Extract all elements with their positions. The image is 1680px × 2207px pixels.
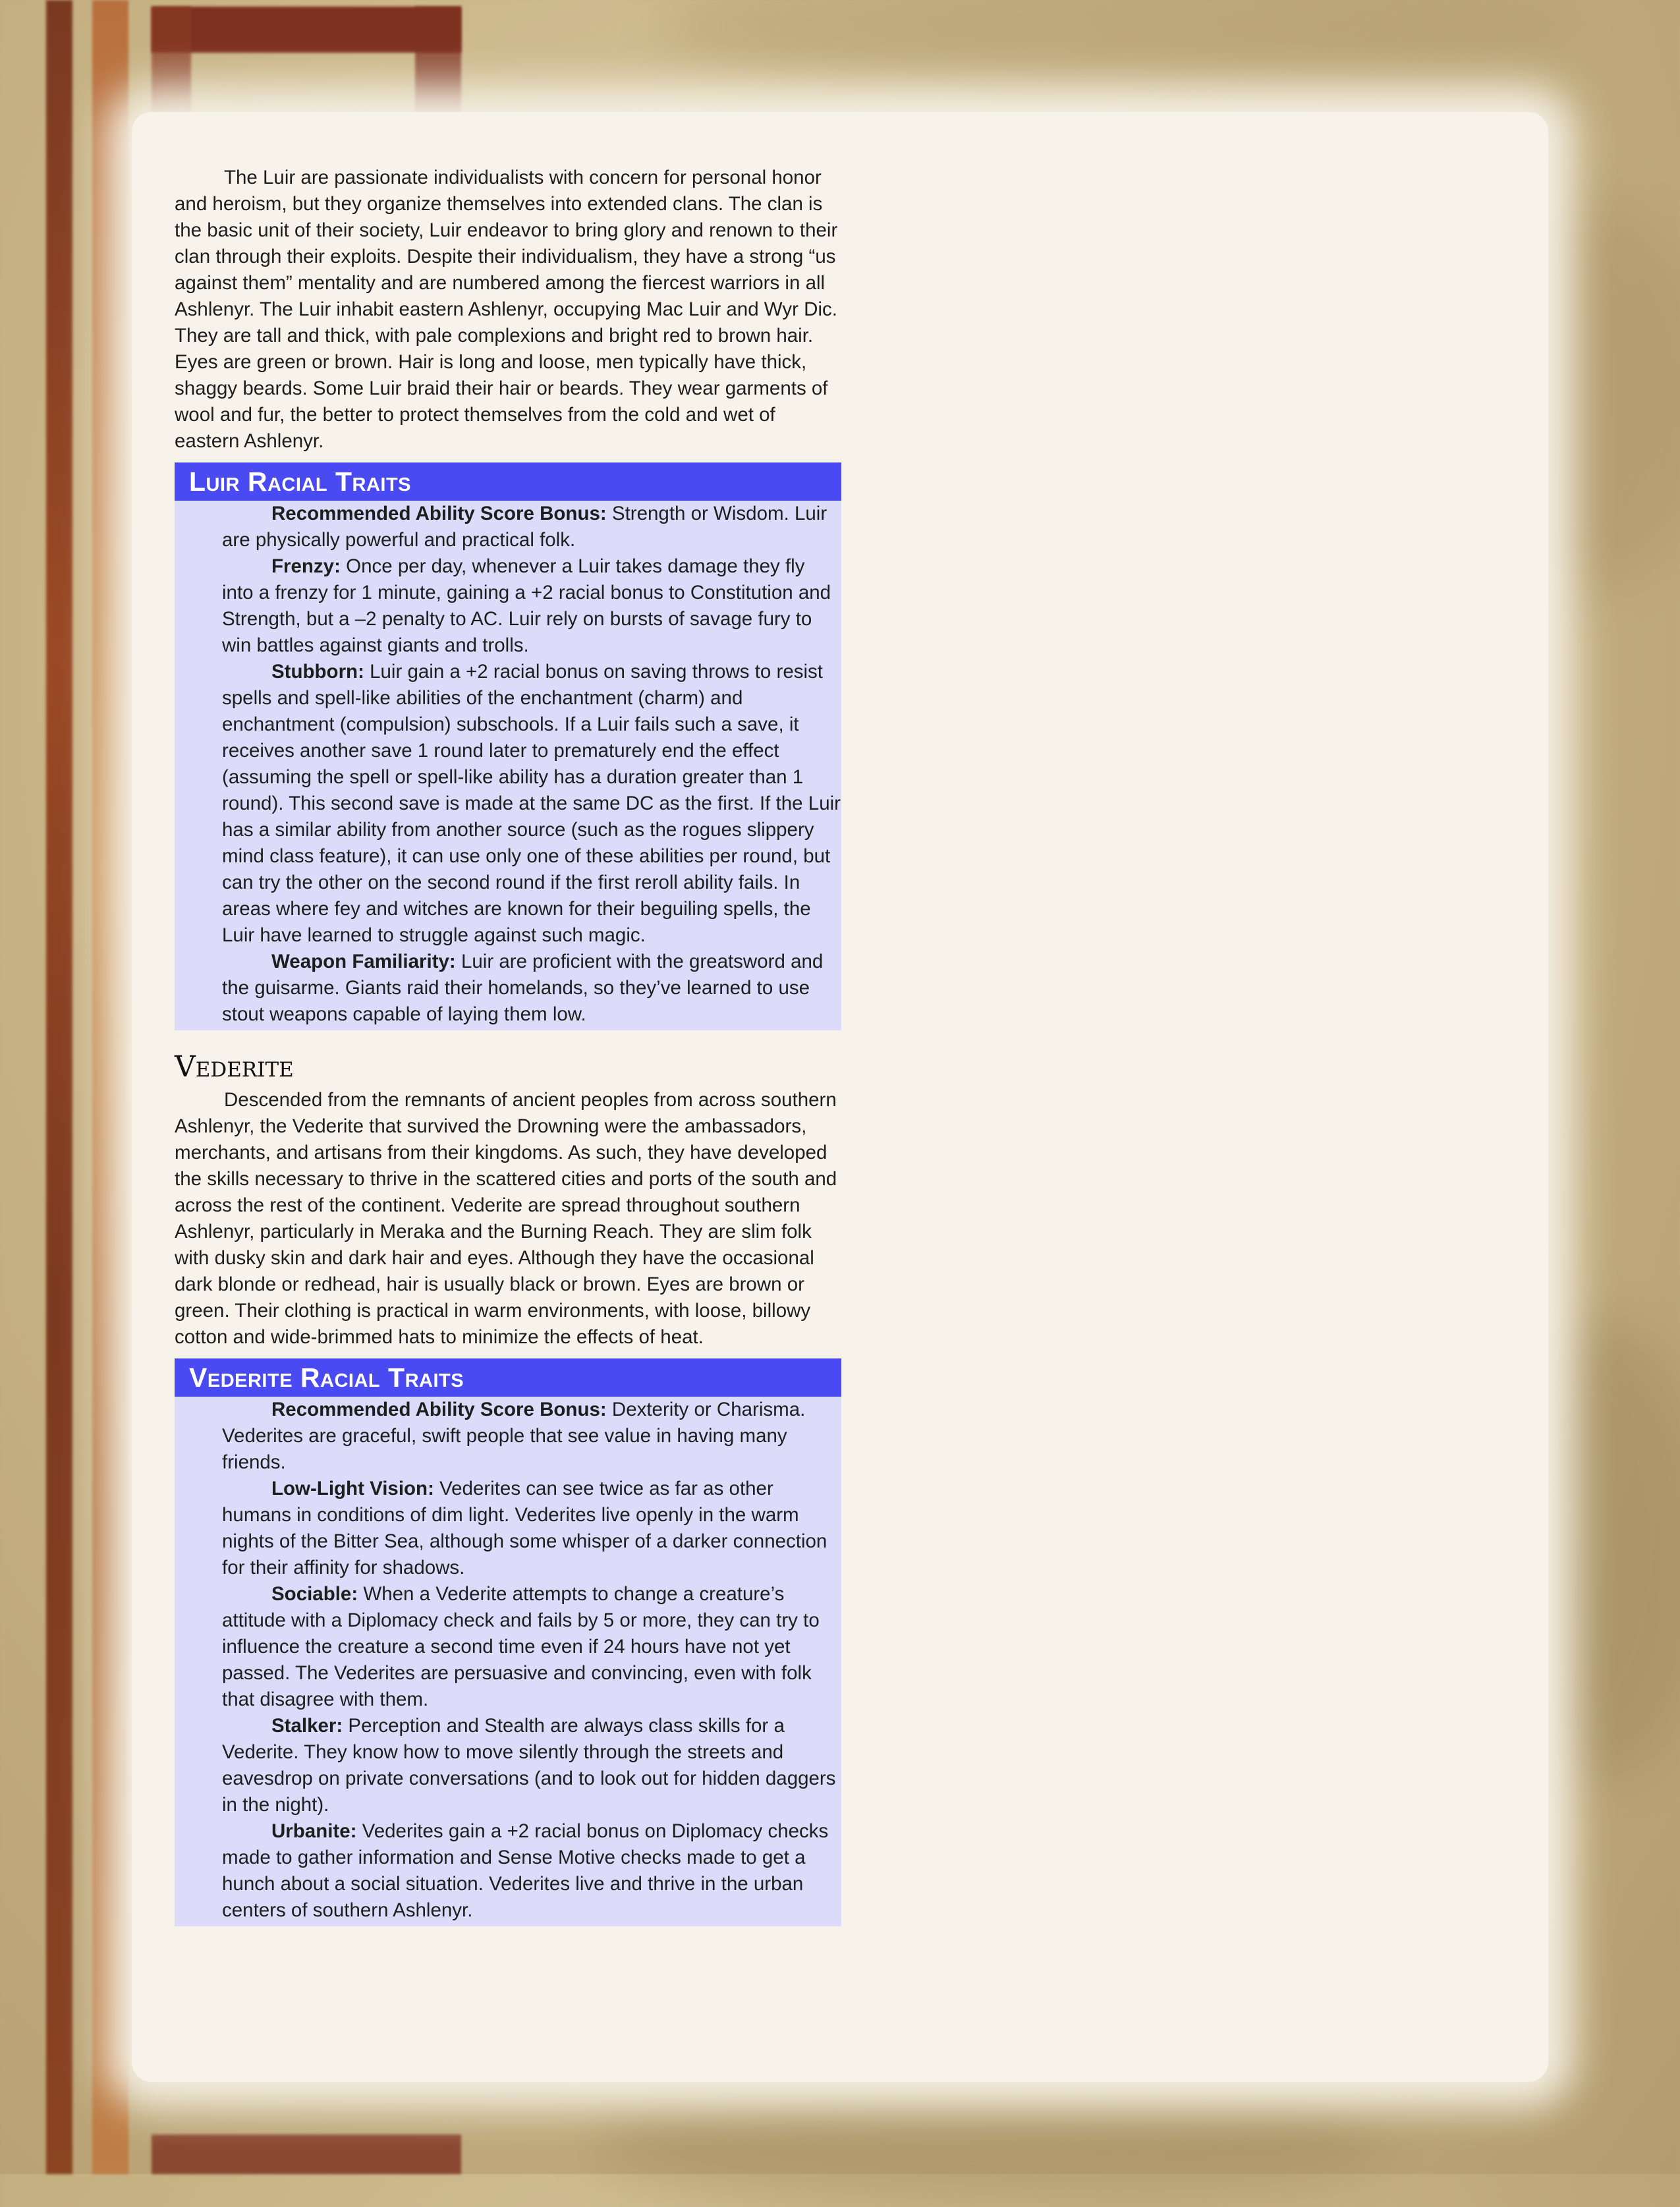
trait-name: Recommended Ability Score Bonus: bbox=[271, 1399, 607, 1420]
luir-intro-paragraph: The Luir are passionate individualists with concern for personal honor and heroism, but they organize themselves into extended clans. The clan is the basic unit of their society, Luir endeavor to bring glory and renown to their clan through their exploits. Despite their individualism, they have a strong “us against them” mentality and are numbered among the fiercest warriors in all Ashlenyr. The Luir inhabit eastern Ashlenyr, occupying Mac Luir and Wyr Dic. They are tall and thick, with pale complexions and bright red to brown hair. Eyes are green or brown. Hair is long and loose, men typically have thick, shaggy beards. Some Luir braid their hair or beards. They wear garments of wool and fur, the better to protect themselves from the cold and wet of eastern Ashlenyr. bbox=[175, 167, 838, 452]
luir-traits-box bbox=[175, 462, 841, 1030]
vederite-heading: Vederite bbox=[175, 1050, 294, 1084]
trait-ability-score bbox=[175, 1397, 841, 1476]
trait-name: Frenzy: bbox=[271, 555, 341, 577]
trait-ability-score bbox=[175, 501, 841, 553]
main-content bbox=[175, 165, 841, 1926]
parchment-stain bbox=[659, 0, 1581, 92]
border-key-bottom bbox=[152, 2135, 461, 2174]
trait-text: Vederites gain a +2 racial bonus on Diplomacy checks made to gather information and Sense Motive checks made to get a hunch about a social situation. Vederites live and thrive in the urban centers of southern Ashlenyr. bbox=[222, 1820, 829, 1921]
luir-traits-header: Luir Racial Traits bbox=[175, 462, 841, 501]
trait-text: Luir gain a +2 racial bonus on saving throws to resist spells and spell-like abilities of the enchantment (charm) and enchantment (compulsion) subschools. If a Luir fails such a save, it receives another save 1 round later to prematurely end the effect (assuming the spell or spell-like ability has a duration greater than 1 round). This second save is made at the same DC as the first. If the Luir has a similar ability from another source (such as the rogues slippery mind class feature), it can use only one of these abilities per round, but can try the other on the second round if the first reroll ability fails. In areas where fey and witches are known for their beguiling spells, the Luir have learned to struggle against such magic. bbox=[222, 661, 841, 946]
trait-text: Luir are proficient with the greatsword and the guisarme. Giants raid their homelands, so they’ve learned to use stout weapons capable of laying them low. bbox=[222, 951, 824, 1025]
trait-name: Low-Light Vision: bbox=[271, 1478, 434, 1499]
trait-text: Perception and Stealth are always class skills for a Vederite. They know how to move silently through the streets and eavesdrop on private conversations (and to look out for hidden daggers in the night). bbox=[222, 1715, 836, 1816]
trait-urbanite bbox=[175, 1818, 841, 1924]
trait-frenzy bbox=[175, 553, 841, 659]
vederite-traits-box bbox=[175, 1358, 841, 1926]
trait-name: Stubborn: bbox=[271, 661, 364, 683]
trait-stalker bbox=[175, 1713, 841, 1818]
trait-text: Once per day, whenever a Luir takes damage they fly into a frenzy for 1 minute, gaining a +2 racial bonus to Constitution and Strength, but a –2 penalty to AC. Luir rely on bursts of savage fury to win battles against giants and trolls. bbox=[222, 555, 831, 656]
border-bar bbox=[92, 0, 128, 2174]
trait-name: Recommended Ability Score Bonus: bbox=[271, 503, 607, 524]
border-bar bbox=[46, 0, 72, 2174]
vederite-traits-header: Vederite Racial Traits bbox=[175, 1358, 841, 1397]
trait-name: Weapon Familiarity: bbox=[271, 951, 456, 972]
trait-text: When a Vederite attempts to change a creature’s attitude with a Diplomacy check and fails by 5 or more, they can try to influence the creature a second time even if 24 hours have not yet passed. The Vederites are persuasive and convincing, even with folk that disagree with them. bbox=[222, 1583, 820, 1710]
trait-name: Urbanite: bbox=[271, 1820, 357, 1842]
vederite-intro-paragraph: Descended from the remnants of ancient peoples from across southern Ashlenyr, the Vederite that survived the Drowning were the ambassadors, merchants, and artisans from their kingdoms. As such, they have developed the skills necessary to thrive in the scattered cities and ports of the south and across the rest of the continent. Vederite are spread throughout southern Ashlenyr, particularly in Meraka and the Burning Reach. They are slim folk with dusky skin and dark hair and eyes. Although they have the occasional dark blonde or redhead, hair is usually black or brown. Eyes are brown or green. Their clothing is practical in warm environments, with loose, billowy cotton and wide-brimmed hats to minimize the effects of heat. bbox=[175, 1089, 837, 1348]
trait-name: Stalker: bbox=[271, 1715, 343, 1737]
trait-sociable bbox=[175, 1581, 841, 1713]
trait-name: Sociable: bbox=[271, 1583, 358, 1605]
trait-stubborn bbox=[175, 659, 841, 949]
trait-text: Vederites can see twice as far as other humans in conditions of dim light. Vederites live openly in the warm nights of the Bitter Sea, although some whisper of a darker connection for their affinity for shadows. bbox=[222, 1478, 827, 1578]
trait-text: Strength or Wisdom. Luir are physically powerful and practical folk. bbox=[222, 503, 827, 551]
trait-text: Dexterity or Charisma. Vederites are graceful, swift people that see value in having many friends. bbox=[222, 1399, 806, 1473]
trait-low-light-vision bbox=[175, 1476, 841, 1581]
parchment-stain bbox=[593, 2075, 1384, 2207]
trait-weapon-familiarity bbox=[175, 949, 841, 1028]
